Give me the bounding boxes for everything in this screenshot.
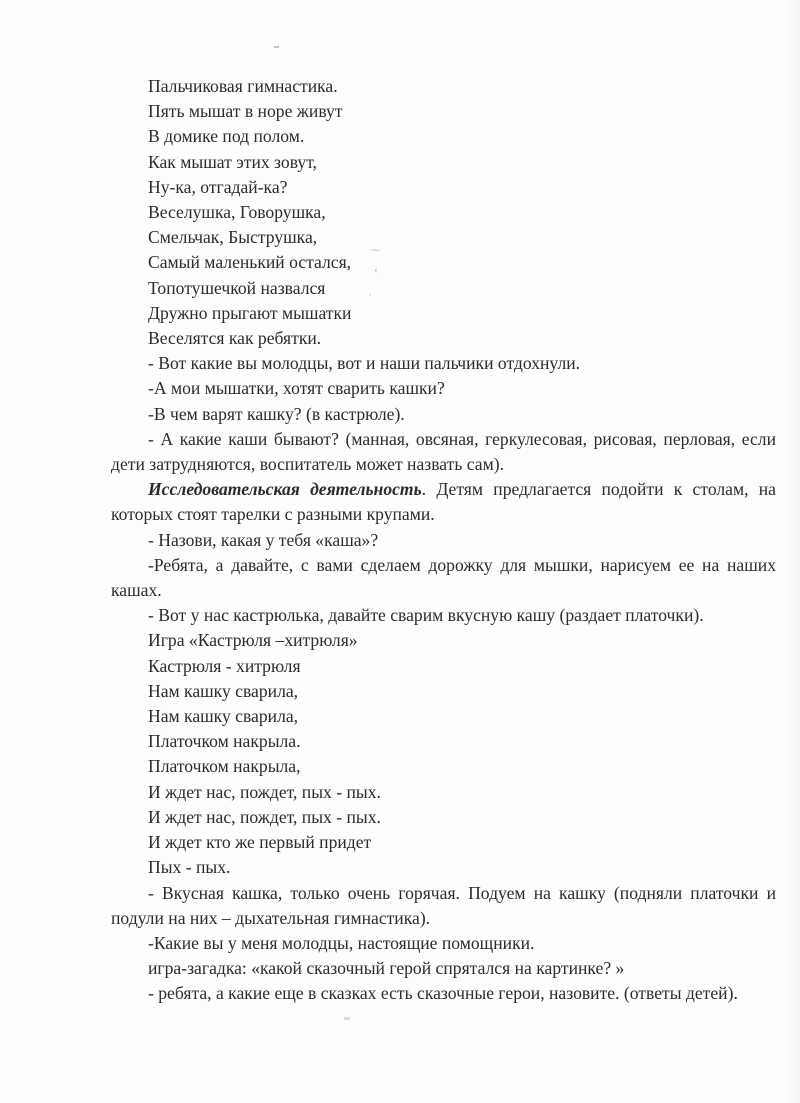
poem-line: Нам кашку сварила, [148, 680, 299, 701]
ink-mark: ˋ [368, 294, 373, 304]
dialogue-line: -В чем варят кашку? (в кастрюле). [148, 403, 405, 424]
poem-line: Смельчак, Быструшка, [148, 227, 318, 248]
finger-gymnastics-heading: Пальчиковая гимнастика. [148, 76, 338, 96]
poem-line: Топотушечкой назвался [148, 277, 326, 298]
dialogue-paragraph: - Вот у нас кастрюлька, давайте сварим вкусную кашу (раздает платочки). [148, 605, 704, 626]
poem-line: Веселятся как ребятки. [148, 328, 322, 349]
poem-line: Пять мышат в норе живут [148, 101, 343, 122]
page-edge-shadow [786, 0, 800, 1103]
poem-line: Платочком накрыла, [148, 756, 301, 777]
riddle-game-line: игра-загадка: «какой сказочный герой спрятался на картинке? » [148, 958, 625, 979]
poem-line: Нам кашку сварила, [148, 706, 299, 727]
poem-line: Пых - пых. [148, 857, 231, 878]
dialogue-paragraph: -Ребята, а давайте, с вами сделаем дорожку для мышки, нарисуем ее на наших кашах. [111, 554, 776, 601]
dialogue-paragraph: - А какие каши бывают? (манная, овсяная, геркулесовая, рисовая, перловая, если дети затрудняются, воспитатель может назвать сам). [111, 428, 776, 475]
poem-line: Веселушка, Говорушка, [148, 202, 326, 223]
poem-line: Ну-ка, отгадай-ка? [148, 176, 288, 197]
scan-speck [344, 1017, 350, 1020]
poem-line: Кастрюля - хитрюля [148, 655, 301, 676]
poem-line: В домике под полом. [148, 126, 305, 147]
ink-mark: ‹ [374, 266, 378, 276]
poem-line: Дружно прыгают мышатки [148, 302, 352, 323]
research-activity-text: . Детям предлагается подойти к столам, на которых стоят тарелки с разными крупами. [111, 479, 776, 525]
dialogue-paragraph: - Вкусная кашка, только очень горячая. Подуем на кашку (подняли платочки и подули на них – дыхательная гимнастика). [111, 882, 776, 928]
dialogue-line: -Какие вы у меня молодцы, настоящие помощники. [148, 932, 535, 953]
scan-speck [274, 46, 279, 48]
poem-line: И ждет кто же первый придет [148, 832, 372, 853]
dialogue-paragraph: - ребята, а какие еще в сказках есть сказочные герои, назовите. (ответы детей). [148, 983, 738, 1004]
dialogue-line: - Назови, какая у тебя «каша»? [148, 529, 379, 550]
dialogue-line: -А мои мышатки, хотят сварить кашки? [148, 378, 445, 399]
document-body [111, 74, 776, 1007]
poem-line: Платочком накрыла. [148, 731, 301, 752]
poem-line: Самый маленький остался, [148, 252, 352, 273]
ink-mark: ⁓ [371, 246, 380, 256]
poem-line: И ждет нас, пождет, пых - пых. [148, 781, 381, 802]
poem-line: И ждет нас, пождет, пых - пых. [148, 806, 381, 827]
research-activity-paragraph [111, 477, 776, 527]
game-title: Игра «Кастрюля –хитрюля» [148, 630, 358, 651]
research-activity-heading: Исследовательская деятельность [148, 479, 422, 500]
dialogue-line: - Вот какие вы молодцы, вот и наши пальчики отдохнули. [148, 353, 581, 374]
poem-line: Как мышат этих зовут, [148, 151, 317, 172]
